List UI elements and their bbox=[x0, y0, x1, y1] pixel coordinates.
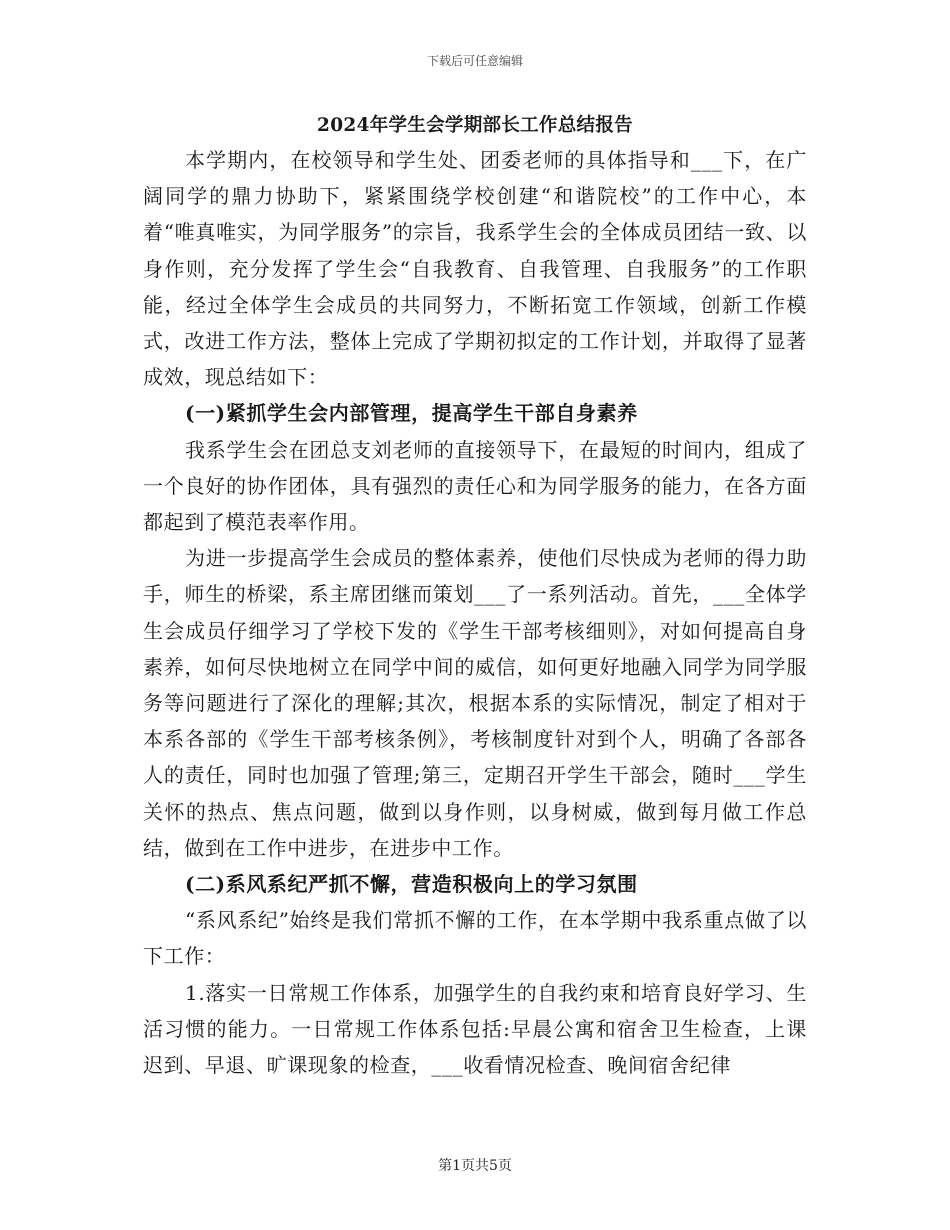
document-body bbox=[143, 110, 807, 1083]
paragraph-section1-b: 为进一步提高学生会成员的整体素养，使他们尽快成为老师的得力助手，师生的桥梁，系主席团继而策划___了一系列活动。首先，___全体学生会成员仔细学习了学校下发的《学生干部考核细则》，对如何提高自身素养，如何尽快地树立在同学中间的威信，如何更好地融入同学为同学服务等问题进行了深化的理解;其次，根据本系的实际情况，制定了相对于本系各部的《学生干部考核条例》，考核制度针对到个人，明确了各部各人的责任，同时也加强了管理;第三，定期召开学生干部会，随时___学生关怀的热点、焦点问题，做到以身作则，以身树威，做到每月做工作总结，做到在工作中进步，在进步中工作。 bbox=[143, 546, 807, 860]
paragraph-intro: 本学期内，在校领导和学生处、团委老师的具体指导和___下，在广阔同学的鼎力协助下，紧紧围绕学校创建“和谐院校”的工作中心，本着“唯真唯实，为同学服务”的宗旨，我系学生会的全体成员团结一致、以身作则，充分发挥了学生会“自我教育、自我管理、自我服务”的工作职能，经过全体学生会成员的共同努力，不断拓宽工作领域，创新工作模式，改进工作方法，整体上完成了学期初拟定的工作计划，并取得了显著成效，现总结如下： bbox=[143, 148, 807, 390]
document-title: 2024年学生会学期部长工作总结报告 bbox=[317, 115, 633, 136]
paragraph-section1-a: 我系学生会在团总支刘老师的直接领导下，在最短的时间内，组成了一个良好的协作团体，具有强烈的责任心和为同学服务的能力，在各方面都起到了模范表率作用。 bbox=[143, 437, 807, 535]
paragraph-section2-b: 1.落实一日常规工作体系，加强学生的自我约束和培育良好学习、生活习惯的能力。一日常规工作体系包括:早晨公寓和宿舍卫生检查，上课迟到、早退、旷课现象的检查，___收看情况检查、晚间宿舍纪律 bbox=[143, 980, 807, 1078]
section-heading-2: (二)系风系纪严抓不懈，营造积极向上的学习氛围 bbox=[185, 872, 638, 897]
section-heading-1: (一)紧抓学生会内部管理，提高学生干部自身素养 bbox=[185, 401, 638, 426]
paragraph-section2-a: “系风系纪”始终是我们常抓不懈的工作，在本学期中我系重点做了以下工作： bbox=[143, 908, 807, 969]
page-number: 第1页共5页 bbox=[438, 1158, 512, 1174]
header-note: 下载后可任意编辑 bbox=[426, 54, 523, 68]
